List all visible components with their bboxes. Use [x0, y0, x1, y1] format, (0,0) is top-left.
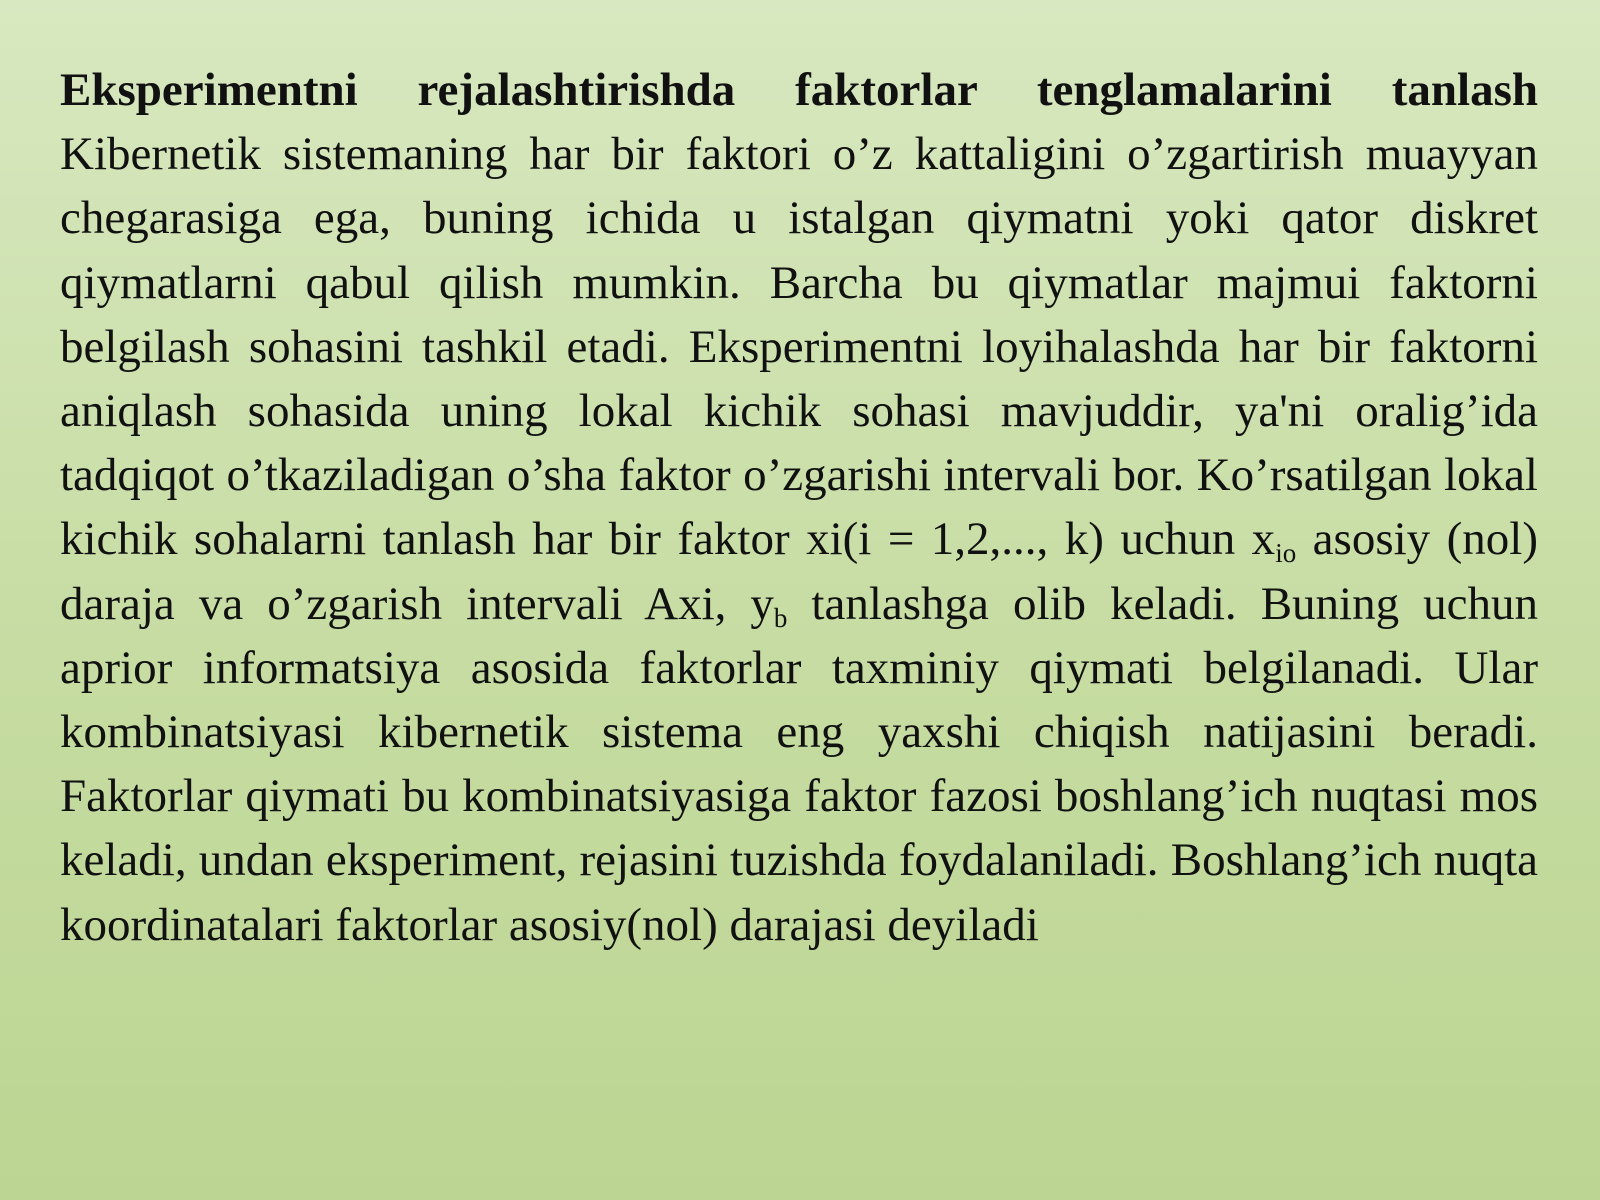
- slide-content: [60, 58, 1538, 957]
- slide-text: [60, 58, 1538, 957]
- paragraph-part-1: Kibernetik sistemaning har bir faktori o’z kattaligini o’zgartirish muayyan chegarasiga ega, buning ichida u istalgan qiymatni yoki qator diskret qiymatlarni qabul qilish mumkin. Barcha bu qiymatlar majmui faktorni belgilash sohasini tashkil etadi. Eksperimentni loyihalashda har bir faktorni aniqlash sohasida uning lokal kichik sohasi mavjuddir, ya'ni oralig’ida tadqiqot o’tkaziladigan o’sha faktor o’zgarishi intervali bor. Ko’rsatilgan lokal kichik sohalarni tanlash har bir faktor xi(i = 1,2,..., k) uchun x: [60, 128, 1538, 566]
- paragraph-part-2: asosiy (nol) daraja va o’zgarish intervali Axi, y: [60, 513, 1538, 630]
- subscript-io: io: [1275, 538, 1297, 569]
- slide-title: Eksperimentni rejalashtirishda faktorlar tenglamalarini tanlash: [60, 64, 1538, 116]
- subscript-b: b: [773, 602, 788, 633]
- paragraph-part-3: tanlashga olib keladi. Buning uchun aprior informatsiya asosida faktorlar taxminiy qiymati belgilanadi. Ular kombinatsiyasi kibernetik sistema eng yaxshi chiqish natijasini beradi. Faktorlar qiymati bu kombinatsiyasiga faktor fazosi boshlang’ich nuqtasi mos keladi, undan eksperiment, rejasini tuzishda foydalaniladi. Boshlang’ich nuqta koordinatalari faktorlar asosiy(nol) darajasi deyiladi: [60, 577, 1538, 951]
